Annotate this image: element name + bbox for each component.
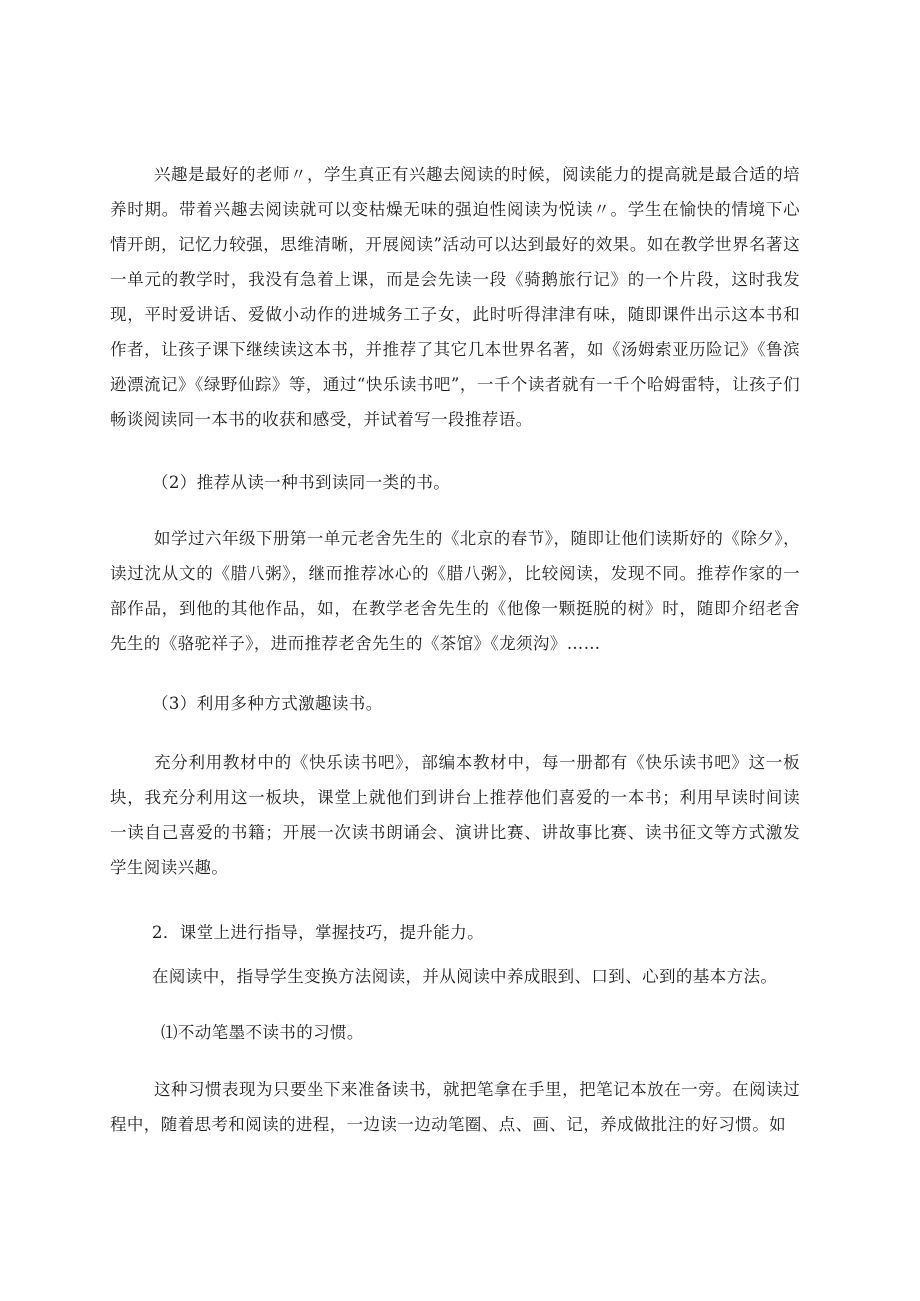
paragraph-note-taking-habit: 这种习惯表现为只要坐下来准备读书，就把笔拿在手里，把笔记本放在一旁。在阅读过程中，随着思考和阅读的进程，一边读一边动笔圈、点、画、记，养成做批注的好习惯。如 <box>110 1080 800 1134</box>
section-2-title: 2．课堂上进行指导，掌握技巧，提升能力。 <box>152 923 484 942</box>
heading-recommend-similar-books: （2）推荐从读一种书到读同一类的书。 <box>152 473 451 492</box>
paragraph-recommend-similar-books: 如学过六年级下册第一单元老舍先生的《北京的春节》，随即让他们读斯妤的《除夕》，读过沈从文的《腊八粥》，继而推荐冰心的《腊八粥》，比较阅读，发现不同。推荐作家的一部作品，到他的其他作品，如，在教学老舍先生的《他像一颗挺脱的树》时，随即介绍老舍先生的《骆驼祥子》，进而推荐老舍先生的《茶馆》《龙须沟》…… <box>110 529 800 653</box>
section-2-intro: 在阅读中，指导学生变换方法阅读，并从阅读中养成眼到、口到、心到的基本方法。 <box>152 967 778 986</box>
heading-note-taking-habit: ⑴不动笔墨不读书的习惯。 <box>161 1023 364 1042</box>
paragraph-multiple-methods: 充分利用教材中的《快乐读书吧》，部编本教材中，每一册都有《快乐读书吧》这一板块，我充分利用这一板块，课堂上就他们到讲台上推荐他们喜爱的一本书；利用早读时间读一读自己喜爱的书籍；开展一次读书朗诵会、演讲比赛、讲故事比赛、读书征文等方式激发学生阅读兴趣。 <box>110 753 800 877</box>
heading-multiple-methods: （3）利用多种方式激趣读书。 <box>152 694 383 713</box>
paragraph-interest-reading: 兴趣是最好的老师〃，学生真正有兴趣去阅读的时候，阅读能力的提高就是最合适的培养时期。带着兴趣去阅读就可以变枯燥无味的强迫性阅读为悦读〃。学生在愉快的情境下心情开朗，记忆力较强，思维清晰，开展阅读”活动可以达到最好的效果。如在教学世界名著这一单元的教学时，我没有急着上课，而是会先读一段《骑鹅旅行记》的一个片段，这时我发现，平时爱讲话、爱做小动作的进城务工子女，此时听得津津有味，随即课件出示这本书和作者，让孩子课下继续读这本书，并推荐了其它几本世界名著，如《汤姆索亚历险记》《鲁滨逊漂流记》《绿野仙踪》等，通过“快乐读书吧”，一千个读者就有一千个哈姆雷特，让孩子们畅谈阅读同一本书的收获和感受，并试着写一段推荐语。 <box>110 165 800 429</box>
